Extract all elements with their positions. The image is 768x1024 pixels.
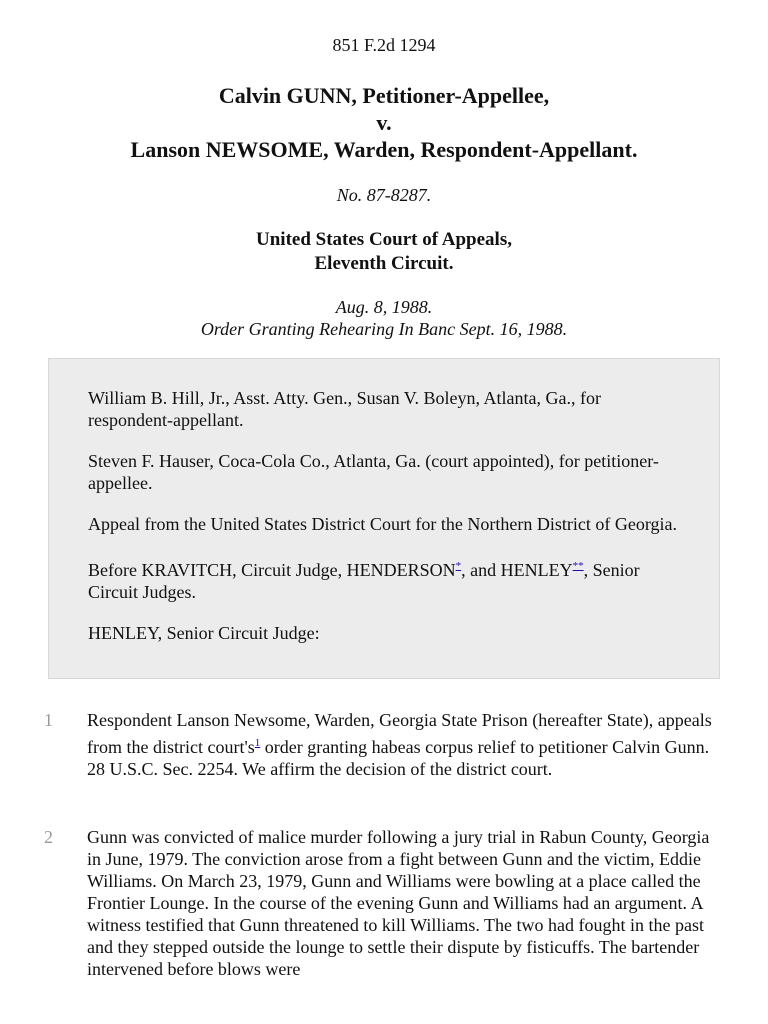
party-petitioner: Calvin GUNN, Petitioner-Appellee, (218, 83, 550, 108)
headnote-box (48, 358, 720, 679)
court-name (0, 228, 768, 276)
panel-text-1: Before KRAVITCH, Circuit Judge, HENDERSON (88, 560, 456, 580)
panel-text-3: , Senior Circuit Judges. (88, 560, 640, 602)
rehearing-date: Order Granting Rehearing In Banc Sept. 16, 1988. (200, 319, 568, 339)
paragraph-text-part1: Respondent Lanson Newsome, Warden, Georgia State Prison (hereafter State), appeals from the district court's (87, 710, 712, 757)
paragraph-text: Gunn was convicted of malice murder following a jury trial in Rabun County, Georgia in June, 1979. The conviction arose from a fight between Gunn and the victim, Eddie Williams. On March 23, 1979, Gunn and Williams were bowling at a place called the Frontier Lounge. In the course of the evening Gunn and Williams had an argument. A witness testified that Gunn threatened to kill Williams. The two had fought in the past and they stepped outside the lounge to settle their dispute by fisticuffs. The bartender intervened before blows were (87, 827, 710, 979)
footnote-link-double-star[interactable]: ** (572, 560, 584, 572)
paragraph-text-part2: order granting habeas corpus relief to petitioner Calvin Gunn. 28 U.S.C. Sec. 2254. We affirm the decision of the district court. (87, 737, 710, 779)
panel-text-2: , and HENLEY (461, 560, 573, 580)
versus: v. (376, 110, 392, 135)
paragraph-number: 2 (44, 827, 53, 847)
court-name-line1: United States Court of Appeals, (256, 229, 512, 250)
opinion-author: HENLEY, Senior Circuit Judge: (88, 623, 320, 643)
court-name-line2: Eleventh Circuit. (314, 253, 454, 274)
case-parties (0, 82, 768, 163)
case-citation: 851 F.2d 1294 (332, 35, 436, 55)
counsel-petitioner: Steven F. Hauser, Coca-Cola Co., Atlanta, Ga. (court appointed), for petitioner-appellee. (88, 451, 659, 493)
counsel-respondent: William B. Hill, Jr., Asst. Atty. Gen., Susan V. Boleyn, Atlanta, Ga., for respondent-appellant. (88, 388, 601, 430)
footnote-link-star[interactable]: * (455, 560, 462, 572)
decision-dates (0, 296, 768, 340)
appeal-from: Appeal from the United States District Court for the Northern District of Georgia. (88, 514, 678, 534)
docket-number: No. 87-8287. (336, 185, 432, 205)
paragraph-text (87, 709, 727, 780)
panel-judges (88, 554, 689, 603)
footnote-link-1[interactable]: 1 (254, 737, 261, 749)
party-respondent: Lanson NEWSOME, Warden, Respondent-Appellant. (130, 137, 638, 162)
paragraph-number: 1 (44, 710, 53, 730)
decision-date: Aug. 8, 1988. (335, 297, 433, 317)
